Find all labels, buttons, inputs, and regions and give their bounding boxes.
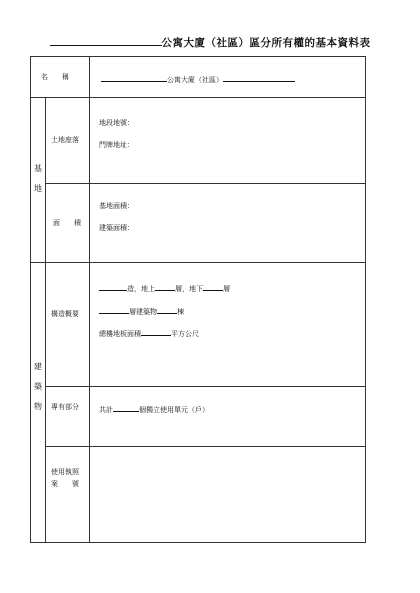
row-divider: [31, 97, 365, 98]
building-group-label: 建築物: [34, 362, 42, 411]
name-value: 公寓大廈（社區）: [101, 73, 295, 85]
title-blank[interactable]: [50, 45, 162, 46]
form-title: [0, 35, 420, 50]
permit-label-1: 使用執照: [51, 468, 79, 476]
row-divider: [31, 262, 365, 263]
buildings-count-blank[interactable]: [157, 305, 177, 314]
base-group-label: 基地: [34, 164, 42, 193]
area-label: 面 積: [53, 219, 81, 227]
exclusive-part-label: 專有部分: [51, 403, 79, 411]
permit-label-2: 案 號: [51, 480, 79, 488]
col-divider: [45, 97, 46, 542]
name-blank-right[interactable]: [223, 73, 295, 82]
row-divider: [45, 446, 365, 447]
storeys-blank[interactable]: [99, 305, 129, 314]
building-area-field[interactable]: 建築面積：: [99, 224, 134, 232]
basic-data-form: [30, 56, 366, 543]
location-label: 土地座落: [51, 136, 79, 144]
lot-number-field[interactable]: 地段地號：: [99, 119, 134, 127]
structure-line-2: 層建築物 棟: [99, 305, 184, 317]
total-floor-area-blank[interactable]: [141, 327, 171, 336]
units-count-blank[interactable]: [113, 403, 139, 412]
construction-type-blank[interactable]: [99, 282, 127, 291]
floors-above-blank[interactable]: [155, 282, 175, 291]
floors-below-blank[interactable]: [203, 282, 223, 291]
row-divider: [45, 386, 365, 387]
exclusive-units-line: 共計 個獨立使用單元（戶）: [99, 403, 209, 415]
structure-line-1: 造，地上 層，地下 層: [99, 282, 230, 294]
structure-label: 構造概要: [51, 310, 79, 318]
col-divider: [89, 57, 90, 542]
title-text: 公寓大廈（社區）區分所有權的基本資料表: [161, 37, 371, 49]
address-field[interactable]: 門牌地址：: [99, 141, 134, 149]
name-blank-left[interactable]: [101, 73, 167, 82]
name-label: 名 稱: [41, 73, 69, 81]
site-area-field[interactable]: 基地面積：: [99, 202, 134, 210]
structure-line-3: 總樓地板面積 平方公尺: [99, 327, 199, 339]
row-divider: [45, 183, 365, 184]
